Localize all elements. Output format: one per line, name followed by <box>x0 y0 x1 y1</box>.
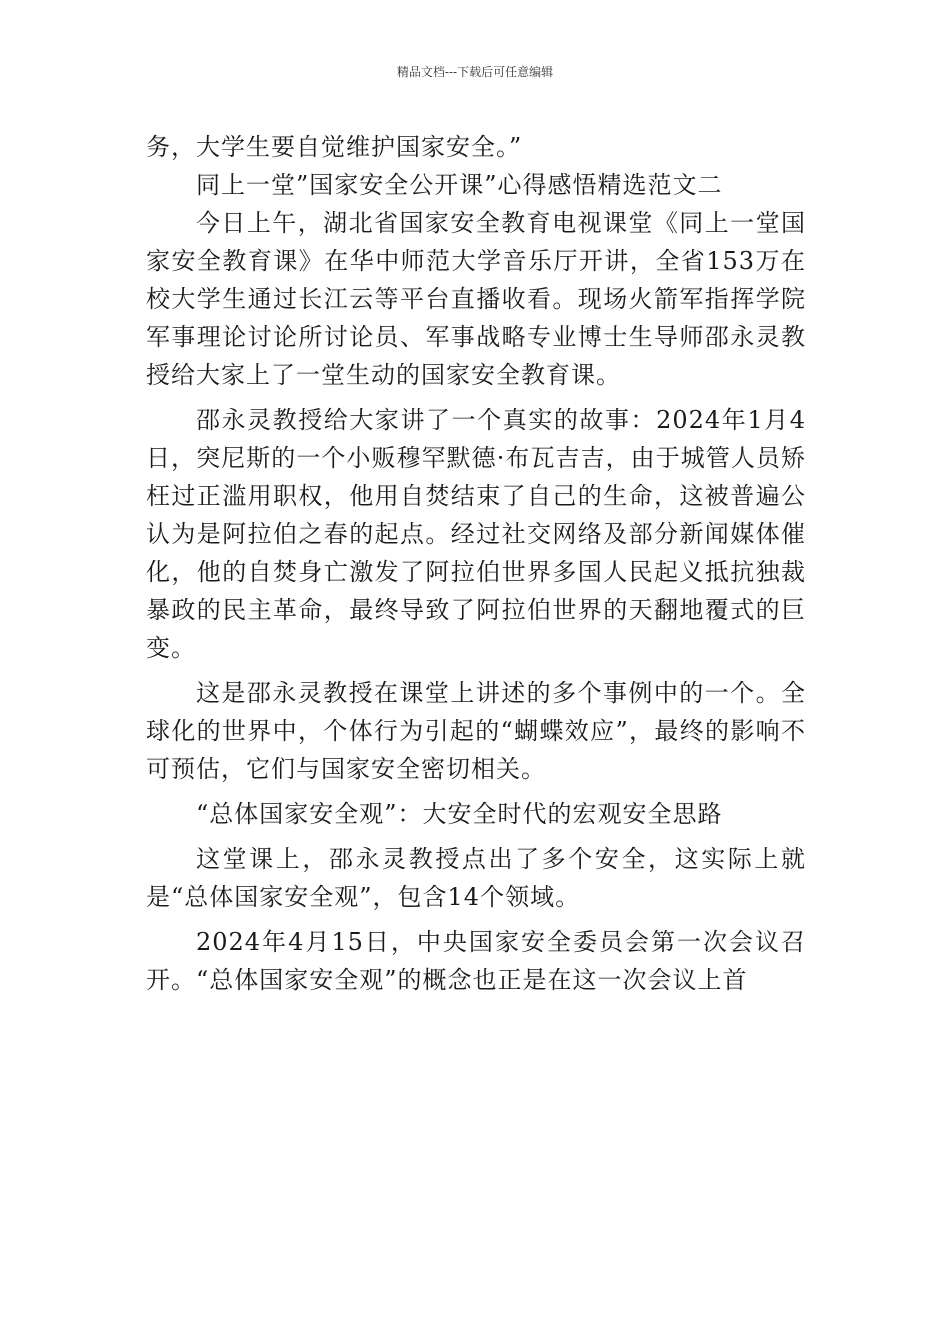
section-title: 同上一堂”国家安全公开课”心得感悟精选范文二 <box>196 171 723 199</box>
paragraph: 邵永灵教授给大家讲了一个真实的故事：2024年1月4日，突尼斯的一个小贩穆罕默德·布瓦吉吉，由于城管人员矫枉过正滥用职权，他用自焚结束了自己的生命，这被普遍公认为是阿拉伯之春的起点。经过社交网络及部分新闻媒体催化，他的自焚身亡激发了阿拉伯世界多国人民起义抵抗独裁暴政的民主革命，最终导致了阿拉伯世界的天翻地覆式的巨变。 <box>146 406 806 662</box>
paragraph: 这堂课上，邵永灵教授点出了多个安全，这实际上就是“总体国家安全观”，包含14个领域。 <box>146 845 806 911</box>
subheading: “总体国家安全观”：大安全时代的宏观安全思路 <box>196 800 723 828</box>
paragraph: 2024年4月15日，中央国家安全委员会第一次会议召开。“总体国家安全观”的概念也正是在这一次会议上首 <box>146 928 806 994</box>
document-body <box>146 128 806 999</box>
paragraph-continuation: 务，大学生要自觉维护国家安全。” <box>146 133 523 161</box>
page-header: 精品文档---下载后可任意编辑 <box>396 65 554 79</box>
paragraph: 今日上午，湖北省国家安全教育电视课堂《同上一堂国家安全教育课》在华中师范大学音乐厅开讲，全省153万在校大学生通过长江云等平台直播收看。现场火箭军指挥学院军事理论讨论所讨论员、军事战略专业博士生导师邵永灵教授给大家上了一堂生动的国家安全教育课。 <box>146 209 806 389</box>
paragraph: 这是邵永灵教授在课堂上讲述的多个事例中的一个。全球化的世界中，个体行为引起的“蝴蝶效应”，最终的影响不可预估，它们与国家安全密切相关。 <box>146 679 806 783</box>
